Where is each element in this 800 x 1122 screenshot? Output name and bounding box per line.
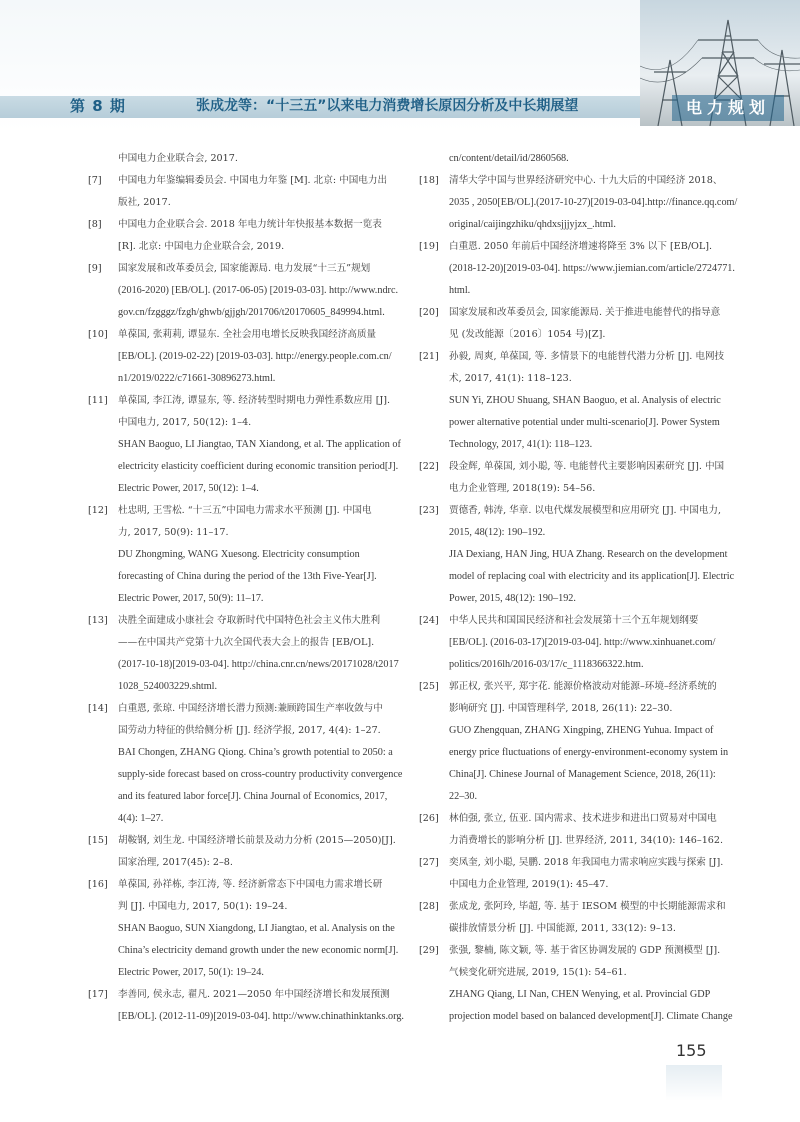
reference-line: Electric Power, 2017, 50(12): 1–4.	[118, 483, 259, 494]
reference-line: electricity elasticity coefficient during economic transition period[J].	[118, 461, 399, 472]
reference-line: 段金辉, 单葆国, 刘小聪, 等. 电能替代主要影响因素研究 [J]. 中国	[449, 461, 725, 472]
reference-entry	[82, 324, 392, 390]
reference-line: (2018-12-20)[2019-03-04]. https://www.jiemian.com/article/2724771.	[449, 263, 735, 274]
reference-line: 中国电力企业联合会, 2017.	[118, 153, 238, 164]
reference-line: 郭正权, 张兴平, 郑宇花. 能源价格波动对能源–环境–经济系统的	[449, 681, 717, 692]
reference-line: 国劳动力特征的供给侧分析 [J]. 经济学报, 2017, 4(4): 1–27.	[118, 725, 381, 736]
reference-entry	[413, 236, 735, 302]
reference-entry	[413, 896, 726, 940]
reference-entry	[413, 302, 721, 346]
reference-number: [19]	[419, 241, 439, 252]
reference-line: [EB/OL]. (2019-02-22) [2019-03-03]. http://energy.people.com.cn/	[118, 351, 392, 362]
reference-line: 4(4): 1–27.	[118, 813, 164, 824]
reference-line: (2016-2020) [EB/OL]. (2017-06-05) [2019-03-03]. http://www.ndrc.	[118, 285, 399, 296]
reference-line: original/caijingzhiku/qhdxsjjjyjzx_.html.	[449, 219, 616, 230]
reference-line: SUN Yi, ZHOU Shuang, SHAN Baoguo, et al. Analysis of electric	[449, 395, 721, 406]
reference-entry	[82, 170, 388, 214]
reference-line: 杜忠明, 王雪松. “十三五”中国电力需求水平预测 [J]. 中国电	[118, 505, 372, 516]
reference-number: [12]	[88, 505, 108, 516]
reference-line: n1/2019/0222/c71661-30896273.html.	[118, 373, 276, 384]
reference-entry	[413, 346, 725, 456]
reference-line: supply-side forecast based on cross-country productivity convergence	[118, 769, 403, 780]
reference-line: 气候变化研究进展, 2019, 15(1): 54–61.	[449, 967, 627, 978]
reference-line: China[J]. Chinese Journal of Management Science, 2018, 26(11):	[449, 769, 716, 780]
reference-line: energy price fluctuations of energy-environment-economy system in	[449, 747, 729, 758]
reference-line: and its featured labor force[J]. China Journal of Economics, 2017,	[118, 791, 388, 802]
reference-number: [11]	[88, 395, 108, 406]
reference-line: gov.cn/fzgggz/fzgh/ghwb/gjjgh/201706/t20170605_849994.html.	[118, 307, 385, 318]
reference-line: 中国电力年鉴编辑委员会. 中国电力年鉴 [M]. 北京: 中国电力出	[118, 175, 388, 186]
reference-line: html.	[449, 285, 471, 296]
reference-entry	[413, 852, 724, 896]
reference-line: 决胜全面建成小康社会 夺取新时代中国特色社会主义伟大胜利	[118, 615, 381, 626]
reference-line: [EB/OL]. (2016-03-17)[2019-03-04]. http://www.xinhuanet.com/	[449, 637, 716, 648]
reference-line: (2017-10-18)[2019-03-04]. http://china.cnr.cn/news/20171028/t2017	[118, 659, 399, 670]
reference-line: 22–30.	[449, 791, 478, 802]
reference-line: SHAN Baoguo, LI Jiangtao, TAN Xiandong, et al. The application of	[118, 439, 401, 450]
page-number: 155	[676, 1041, 707, 1060]
reference-line: DU Zhongming, WANG Xuesong. Electricity consumption	[118, 549, 360, 560]
reference-line: politics/2016lh/2016-03/17/c_1118366322.htm.	[449, 659, 644, 670]
reference-line: 白重恩, 张琼. 中国经济增长潜力预测:兼顾跨国生产率收敛与中	[118, 703, 383, 714]
reference-entry	[82, 984, 404, 1028]
reference-entry	[82, 500, 377, 610]
reference-line: 2015, 48(12): 190–192.	[449, 527, 546, 538]
reference-line: ZHANG Qiang, LI Nan, CHEN Wenying, et al. Provincial GDP	[449, 989, 711, 1000]
reference-number: [7]	[88, 175, 102, 186]
reference-line: 2035 , 2050[EB/OL].(2017-10-27)[2019-03-04].http://finance.qq.com/	[449, 197, 738, 208]
reference-number: [20]	[419, 307, 439, 318]
reference-line: Electric Power, 2017, 50(9): 11–17.	[118, 593, 264, 604]
reference-entry	[82, 610, 399, 698]
reference-line: 国家发展和改革委员会, 国家能源局. 电力发展“十三五”规划	[118, 263, 371, 274]
reference-line: 张成龙, 张阿玲, 毕超, 等. 基于 IESOM 模型的中长期能源需求和	[449, 901, 726, 912]
page-number-tab	[666, 1065, 722, 1101]
reference-number: [28]	[419, 901, 439, 912]
reference-entry	[413, 808, 724, 852]
reference-line: 电力企业管理, 2018(19): 54–56.	[449, 483, 596, 494]
reference-number: [8]	[88, 219, 102, 230]
reference-line: 中国电力, 2017, 50(12): 1–4.	[118, 417, 252, 428]
reference-line: 单葆国, 李江涛, 谭显东, 等. 经济转型时期电力弹性系数应用 [J].	[118, 395, 391, 406]
reference-number: [16]	[88, 879, 108, 890]
reference-number: [29]	[419, 945, 439, 956]
reference-line: 贾德香, 韩涛, 华章. 以电代煤发展模型和应用研究 [J]. 中国电力,	[449, 505, 722, 516]
reference-number: [23]	[419, 505, 439, 516]
reference-line: JIA Dexiang, HAN Jing, HUA Zhang. Research on the development	[449, 549, 728, 560]
references-right-column	[413, 148, 738, 1028]
reference-line: 孙毅, 周爽, 单葆国, 等. 多情景下的电能替代潜力分析 [J]. 电网技	[449, 351, 725, 362]
reference-number: [10]	[88, 329, 108, 340]
reference-line: 力消费增长的影响分析 [J]. 世界经济, 2011, 34(10): 146–162.	[449, 835, 724, 846]
reference-entry	[413, 610, 716, 676]
reference-line: 力, 2017, 50(9): 11–17.	[118, 527, 229, 538]
reference-entry	[82, 390, 401, 500]
reference-line: 胡鞍钢, 刘生龙. 中国经济增长前景及动力分析 (2015—2050)[J].	[118, 835, 396, 846]
reference-entry	[82, 698, 403, 830]
reference-line: 林伯强, 张立, 伍亚. 国内需求、技术进步和进出口贸易对中国电	[449, 813, 717, 824]
reference-line: 中国电力企业联合会. 2018 年电力统计年快报基本数据一览表	[118, 219, 382, 230]
reference-line: GUO Zhengquan, ZHANG Xingping, ZHENG Yuhua. Impact of	[449, 725, 714, 736]
reference-line: ——在中国共产党第十九次全国代表大会上的报告 [EB/OL].	[118, 637, 375, 648]
reference-entry	[413, 940, 733, 1028]
reference-number: [25]	[419, 681, 439, 692]
reference-entry	[82, 874, 399, 984]
reference-line: 1028_524003229.shtml.	[118, 681, 218, 692]
reference-line: 版社, 2017.	[118, 197, 171, 208]
references-left-column	[82, 148, 404, 1028]
reference-line: projection model based on balanced development[J]. Climate Change	[449, 1011, 733, 1022]
running-title: 张成龙等：“十三五”以来电力消费增长原因分析及中长期展望	[196, 98, 579, 114]
reference-number: [15]	[88, 835, 108, 846]
reference-entry	[413, 148, 705, 170]
reference-entry	[82, 258, 399, 324]
reference-line: 中国电力企业管理, 2019(1): 45–47.	[449, 879, 609, 890]
reference-entry	[413, 456, 725, 500]
reference-entry	[82, 214, 382, 258]
reference-number: [14]	[88, 703, 108, 714]
reference-number: [17]	[88, 989, 108, 1000]
reference-line: 中华人民共和国国民经济和社会发展第十三个五年规划纲要	[449, 615, 699, 626]
reference-number: [22]	[419, 461, 439, 472]
reference-entry	[82, 830, 396, 874]
reference-line: 见 (发改能源〔2016〕1054 号)[Z].	[449, 329, 606, 340]
reference-line: 清华大学中国与世界经济研究中心. 十九大后的中国经济 2018、	[449, 175, 723, 186]
reference-number: [26]	[419, 813, 439, 824]
reference-entry	[82, 148, 374, 170]
reference-line: 影响研究 [J]. 中国管理科学, 2018, 26(11): 22–30.	[449, 703, 673, 714]
reference-number: [13]	[88, 615, 108, 626]
reference-line: 单葆国, 孙祥栋, 李江涛, 等. 经济新常态下中国电力需求增长研	[118, 879, 383, 890]
journal-name: 电力规划	[672, 95, 784, 121]
reference-number: [18]	[419, 175, 439, 186]
reference-entry	[413, 676, 729, 808]
reference-line: power alternative potential under multi-scenario[J]. Power System	[449, 417, 720, 428]
reference-line: SHAN Baoguo, SUN Xiangdong, LI Jiangtao, et al. Analysis on the	[118, 923, 395, 934]
reference-line: China’s electricity demand growth under the new economic norm[J].	[118, 945, 399, 956]
reference-line: 张强, 黎楠, 陈文颖, 等. 基于省区协调发展的 GDP 预测模型 [J].	[449, 945, 721, 956]
reference-line: model of replacing coal with electricity and its application[J]. Electric	[449, 571, 735, 582]
reference-number: [27]	[419, 857, 439, 868]
reference-number: [21]	[419, 351, 439, 362]
reference-entry	[413, 170, 738, 236]
reference-line: 奕凤奎, 刘小聪, 吴鹏. 2018 年我国电力需求响应实践与探索 [J].	[449, 857, 724, 868]
reference-line: 国家发展和改革委员会, 国家能源局. 关于推进电能替代的指导意	[449, 307, 721, 318]
reference-line: BAI Chongen, ZHANG Qiong. China’s growth potential to 2050: a	[118, 747, 393, 758]
reference-line: cn/content/detail/id/2860568.	[449, 153, 569, 164]
reference-number: [24]	[419, 615, 439, 626]
reference-line: 判 [J]. 中国电力, 2017, 50(1): 19–24.	[118, 901, 288, 912]
reference-line: Power, 2015, 48(12): 190–192.	[449, 593, 576, 604]
reference-line: [R]. 北京: 中国电力企业联合会, 2019.	[118, 241, 285, 252]
reference-line: Electric Power, 2017, 50(1): 19–24.	[118, 967, 264, 978]
issue-number: 第 8 期	[70, 97, 126, 115]
reference-entry	[413, 500, 735, 610]
reference-line: [EB/OL]. (2012-11-09)[2019-03-04]. http://www.chinathinktanks.org.	[118, 1011, 404, 1022]
reference-line: 术, 2017, 41(1): 118–123.	[449, 373, 572, 384]
reference-line: 单葆国, 张莉莉, 谭显东. 全社会用电增长反映我国经济高质量	[118, 329, 377, 340]
reference-line: 白重恩. 2050 年前后中国经济增速将降至 3% 以下 [EB/OL].	[449, 241, 713, 252]
reference-line: 国家治理, 2017(45): 2–8.	[118, 857, 233, 868]
reference-number: [9]	[88, 263, 102, 274]
reference-line: Technology, 2017, 41(1): 118–123.	[449, 439, 593, 450]
reference-line: 碳排放情景分析 [J]. 中国能源, 2011, 33(12): 9–13.	[449, 923, 676, 934]
reference-line: 李善同, 侯永志, 翟凡. 2021—2050 年中国经济增长和发展预测	[118, 989, 390, 1000]
reference-line: forecasting of China during the period of the 13th Five-Year[J].	[118, 571, 377, 582]
